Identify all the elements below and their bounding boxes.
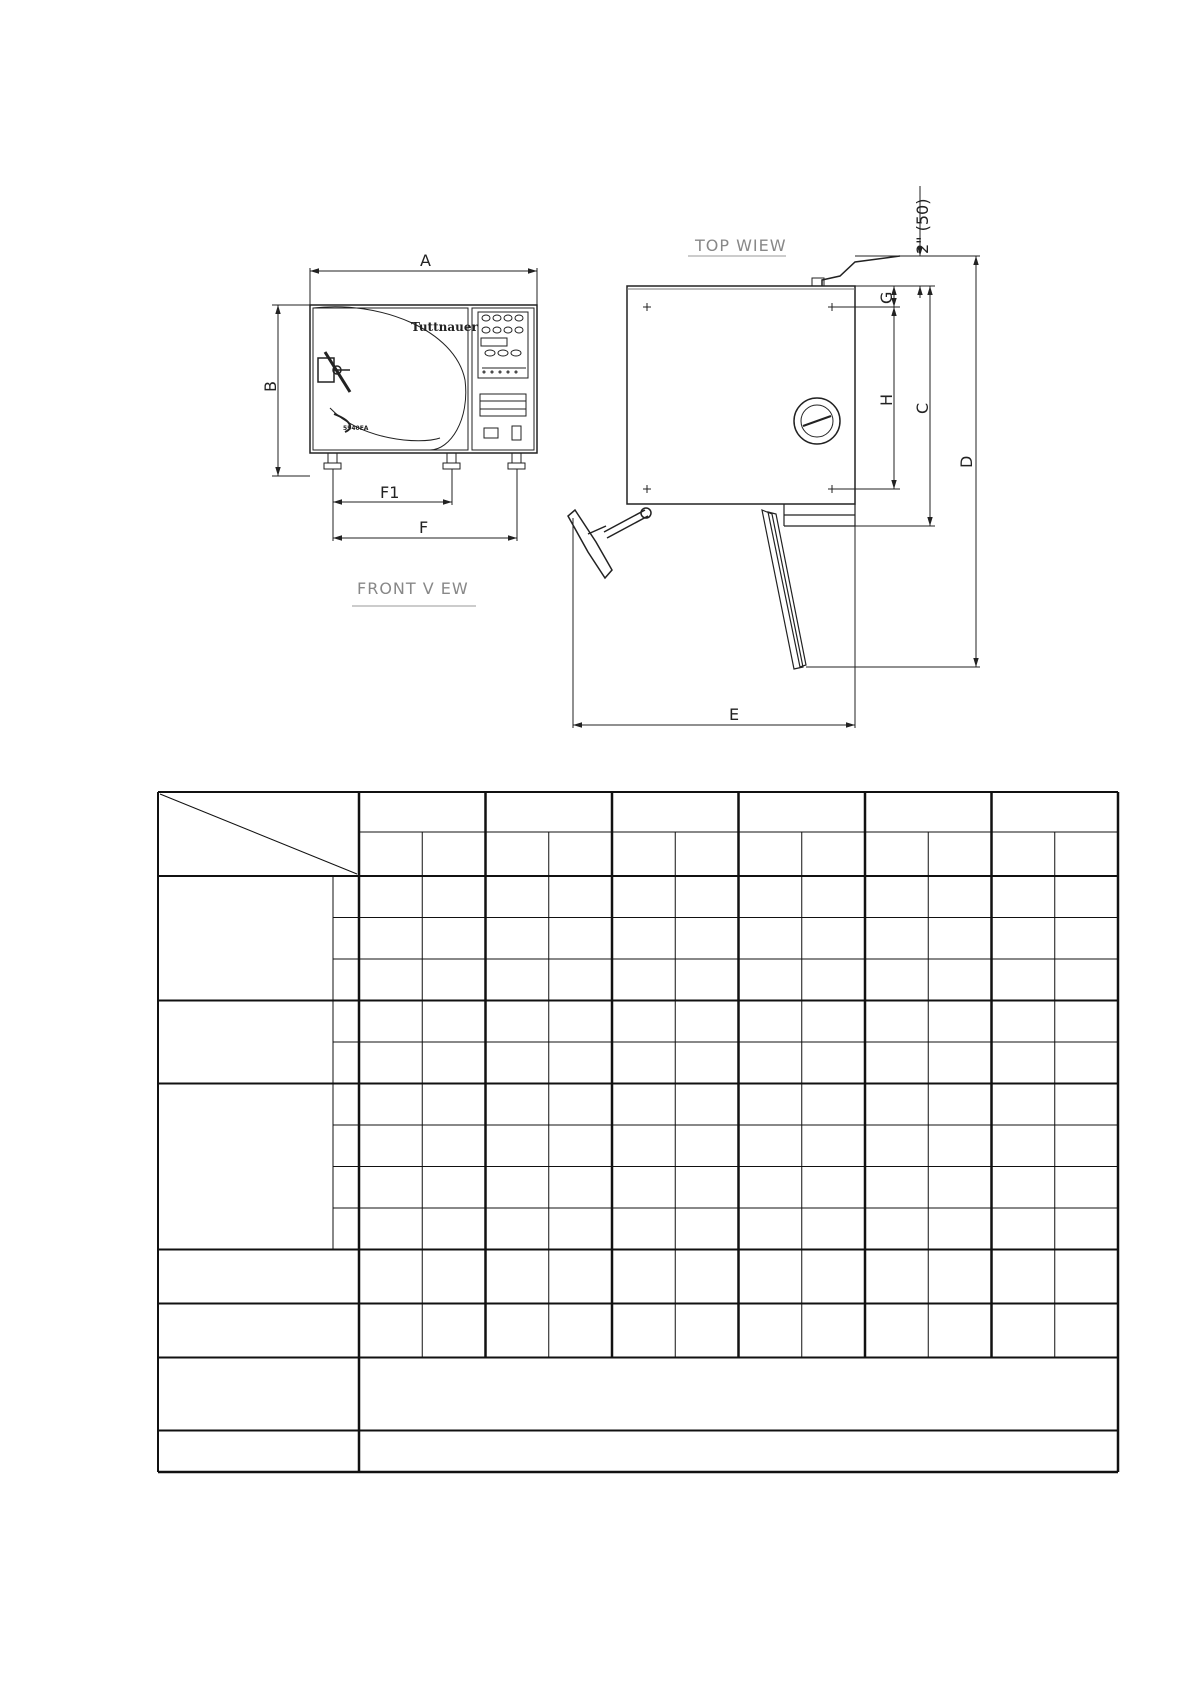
dim-label-f1: F1 xyxy=(380,483,400,502)
printer-slot xyxy=(480,394,526,416)
dim-label-g: G xyxy=(877,291,896,304)
top-door-handle xyxy=(568,508,651,578)
dim-label-a: A xyxy=(420,251,431,270)
door-handle xyxy=(318,352,350,392)
header-diagonal xyxy=(160,794,357,874)
dim-label-f: F xyxy=(419,518,429,537)
technical-drawing xyxy=(0,0,1191,760)
dim-label-b: B xyxy=(261,381,280,392)
clearance-label: 2" (50) xyxy=(913,198,932,254)
filling-cap xyxy=(794,398,840,444)
power-cable xyxy=(822,256,900,286)
top-body xyxy=(627,286,855,504)
control-panel xyxy=(472,308,534,450)
brand-logo: Tuttnauer xyxy=(411,320,478,334)
power-switch xyxy=(484,428,498,438)
front-view-title: FRONT V EW xyxy=(357,579,469,598)
dim-label-c: C xyxy=(913,402,932,414)
control-buttons xyxy=(481,315,526,373)
drain-knob xyxy=(512,426,521,440)
front-view xyxy=(272,268,537,606)
open-door xyxy=(762,504,855,669)
top-view-title: TOP WIEW xyxy=(695,236,787,255)
dim-label-d: D xyxy=(957,455,976,468)
model-label: 5540EA xyxy=(343,425,369,432)
dim-label-e: E xyxy=(729,705,740,724)
dim-label-h: H xyxy=(877,393,896,406)
mounting-marks xyxy=(643,303,836,493)
feet xyxy=(324,453,525,469)
top-view xyxy=(568,186,980,728)
